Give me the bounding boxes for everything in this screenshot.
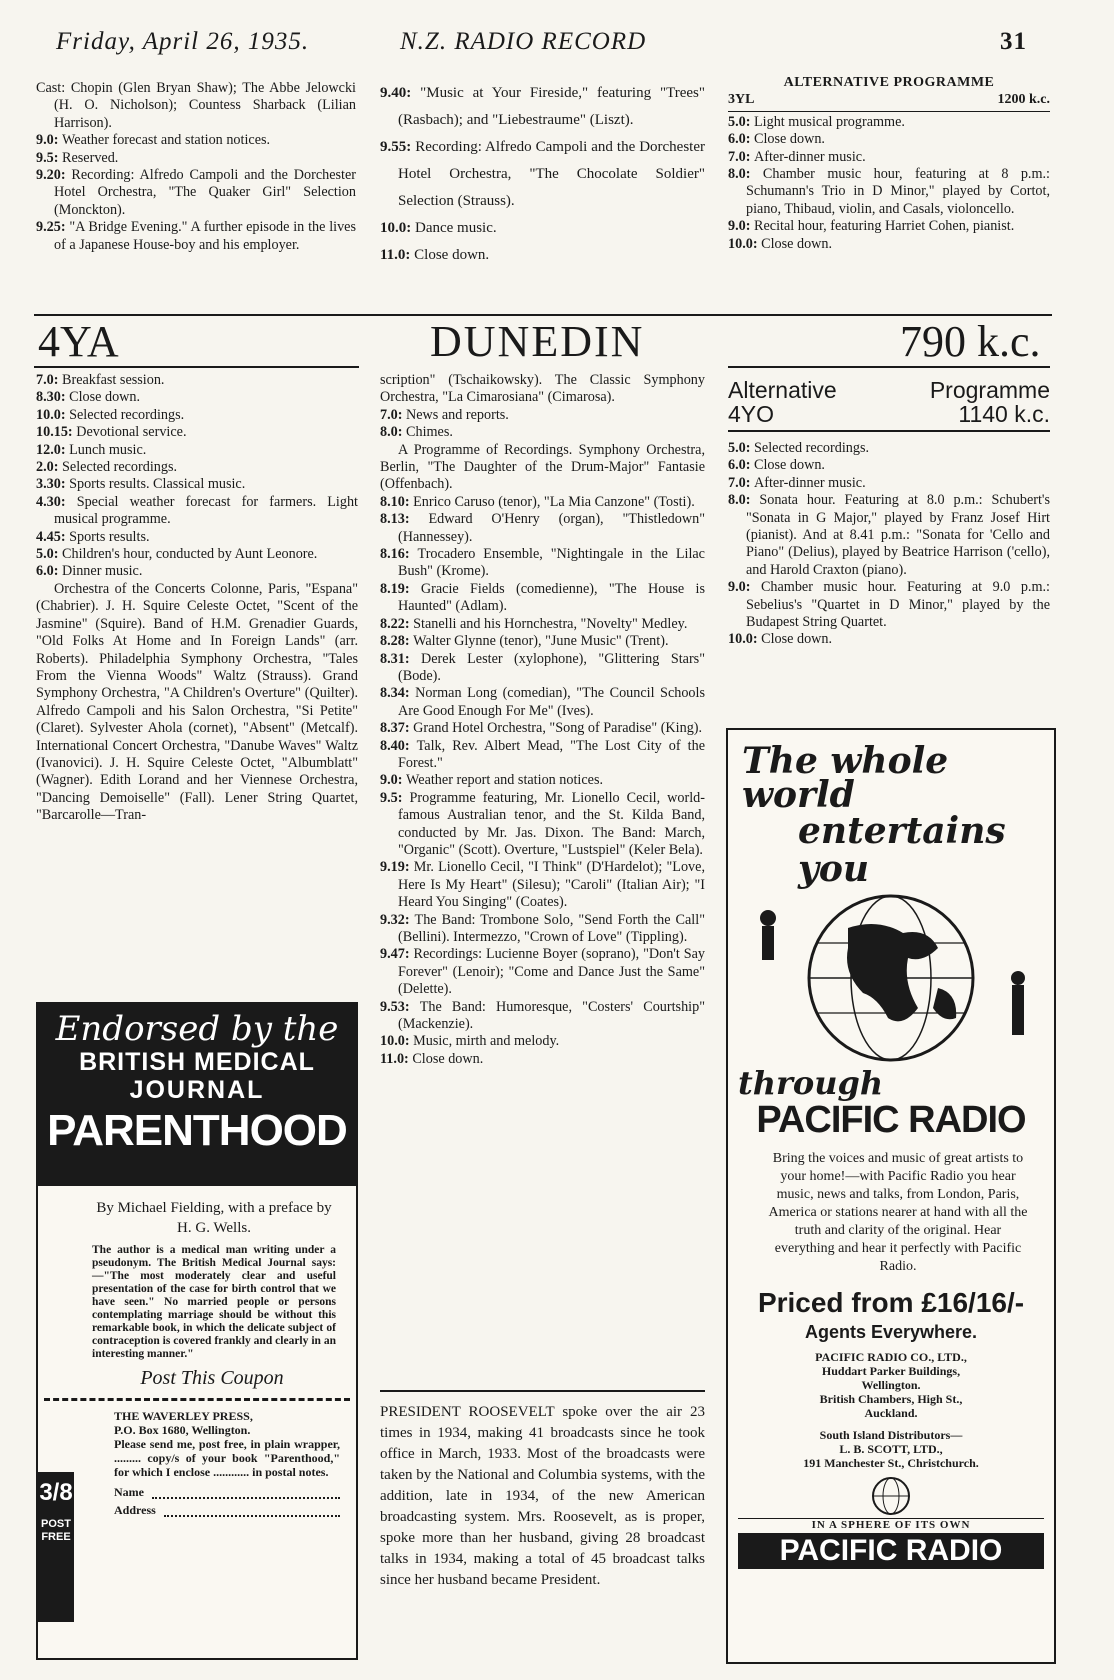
alt-3yl-programme-text: Chamber music hour, featuring at 8 p.m.: Schumann's Trio in D Minor," played by Cortot, piano, Thibaud, violin, and Casals, violoncello.: [746, 166, 1050, 217]
station-city: DUNEDIN: [430, 317, 645, 366]
col1-programme-item: [36, 442, 358, 459]
col2-programme-item: [380, 407, 705, 424]
col2-programme-item: [380, 424, 705, 441]
magazine-title: N.Z. RADIO RECORD: [400, 28, 647, 55]
ad-distributors-label: South Island Distributors—: [819, 1428, 963, 1442]
col2b-programme-text: The Band: Trombone Solo, "Send Forth the Call" (Bellini). Intermezzo, "Crown of Love" (Tippling).: [398, 911, 705, 945]
col2b-programme-item: [380, 546, 705, 581]
alt-4yo-programme-text: Sonata hour. Featuring at 8.0 p.m.: Schubert's "Sonata in G Major," played by Franz Josef Hirt (pianist). And at 8.41 p.m.: "Sonata for 'Cello and Piano" (Delius), played by Beatrice Harrison ('cello), and Harold Craxton (piano).: [746, 492, 1050, 578]
ad-price: Priced from £16/16/-: [757, 1287, 1025, 1318]
ad-pacific-body: Bring the voices and music of great artists to your home!—with Pacific Radio you hear music, news and talks, from London, Paris, America or stations nearer at hand with all the truth and clarity of the original. Hear everything and hear it perfectly with Pacific Radio.: [768, 1151, 1028, 1274]
col2b-programme-text: Recordings: Lucienne Boyer (soprano), "Don't Say Forever" (Lenoir); "Come and Dance Just the Same" (Delette).: [398, 946, 705, 998]
col2b-programme-text: Edward O'Henry (organ), "Thistledown" (Hannessey).: [398, 511, 705, 545]
recordings-intro: A Programme of Recordings. Symphony Orchestra, Berlin, "The Daughter of the Drum-Major" Fantasie (Offenbach).: [380, 441, 705, 493]
alt-3yl-programme-text: Close down.: [754, 131, 825, 148]
col2b-programme-time: 9.5:: [380, 789, 410, 806]
alt-4yo-programme-time: 5.0:: [728, 440, 755, 456]
coupon-address: P.O. Box 1680, Wellington.: [114, 1423, 251, 1437]
col2b-programme-item: [380, 633, 705, 650]
coupon-name-field[interactable]: [152, 1485, 340, 1499]
col1-programme-time: 4.30:: [36, 493, 77, 510]
top-mid-programme-text: Close down.: [414, 247, 490, 263]
col2b-programme-time: 9.19:: [380, 859, 414, 876]
col1-programme-time: 6.0:: [36, 563, 63, 580]
col2b-programme-time: 8.10:: [380, 493, 414, 510]
col1-programme-time: 10.15:: [36, 424, 77, 441]
issue-date: Friday, April 26, 1935.: [56, 28, 310, 55]
top-mid-programme-item: [380, 215, 705, 242]
col1-programme-text: Selected recordings.: [69, 406, 185, 423]
alt-3yl-programme-time: 7.0:: [728, 148, 755, 165]
ad-slogan-line-1: The whole world: [742, 740, 949, 816]
ad-book-title: PARENTHOOD: [47, 1106, 347, 1155]
col2b-programme-time: 9.47:: [380, 946, 414, 963]
col1-programme-item: [36, 476, 358, 493]
col2b-programme-text: Grand Hotel Orchestra, "Song of Paradise" (King).: [413, 720, 703, 737]
top-left-programme-time: 9.0:: [36, 132, 63, 149]
ad-through-script: through: [738, 1064, 884, 1102]
top-left-programme-text: Recording: Alfredo Campoli and the Dorchester Hotel Orchestra, "The Quaker Girl" Selection (Monckton).: [54, 167, 356, 218]
col2b-programme-item: [380, 651, 705, 686]
alt-3yl-programme-time: 5.0:: [728, 113, 755, 130]
dinner-music-list: Orchestra of the Concerts Colonne, Paris, "Espana" (Chabrier). J. H. Squire Celeste Octet, "Scent of the Jasmine" (Squire). Band of H.M. Grenadier Guards, "Old Folks At Home and In Foreign Lands" (arr. Roberts). Philadelphia Symphony Orchestra, "Tales From the Vienna Woods" Waltz (Strauss). Grand Symphony Orchestra, "A Children's Overture" (Quilter). Alfredo Campoli and his Salon Orchestra, "Si Petite" (Claret). Sylvester Ahola (cornet), "Absent" (Metcalf). International Concert Orchestra, "Danube Waves" Waltz (Ivanovici). J. H. Squire Celeste Octet, "Albumblatt" (Wagner). Edith Lorand and her Viennese Orchestra, "Dancing Demoiselle" (Fall). Lener String Quartet, "Barcarolle—Tran-: [36, 580, 358, 824]
col2b-programme-item: [380, 772, 705, 789]
alt-3yl-programme-item: [728, 218, 1050, 235]
col1-programme-text: Selected recordings.: [62, 459, 178, 476]
col1-programme-item: [36, 389, 358, 406]
pacific-radio-advertisement: [726, 728, 1056, 1664]
alt-3yl-programme-time: 6.0:: [728, 131, 755, 148]
alt-3yl-programme-time: 9.0:: [728, 218, 755, 235]
roosevelt-rule: [380, 1390, 705, 1392]
alt-4yo-programme-item: [728, 440, 1050, 457]
coupon-request: Please send me, post free, in plain wrapper, ......... copy/s of your book "Parenthood," for which I enclose ............ in postal notes.: [114, 1437, 340, 1479]
col1-programme-time: 12.0:: [36, 441, 70, 458]
alt-4yo-title-left: Alternative: [728, 377, 837, 403]
top-mid-programme-text: Dance music.: [415, 220, 497, 236]
col2b-programme-item: [380, 790, 705, 860]
alt-3yl-programme-text: Close down.: [761, 235, 833, 252]
alt-4yo-programme-item: [728, 492, 1050, 579]
col1-programme-item: [36, 459, 358, 476]
col2b-programme-text: Programme featuring, Mr. Lionello Cecil, world-famous Australian tenor, and the St. Kilda Band, conducted by Mr. Jas. Dixon. The Band: March, "Organic" (Scott). Overture, "Lustspiel" (Keler Bela).: [398, 789, 705, 858]
col2-programme-time: 7.0:: [380, 406, 407, 423]
section-rule: [34, 314, 1052, 316]
top-left-programme-time: 9.5:: [36, 149, 63, 166]
col2b-programme-text: Mr. Lionello Cecil, "I Think" (D'Hardelot); "Love, Here Is My Heart" (Silesu); "Caroli" (Italian Air); "I Heard You Singing" (Coates).: [398, 859, 705, 911]
alt-3yl-programme-time: 8.0:: [728, 166, 763, 183]
col2b-programme-text: Norman Long (comedian), "The Council Schools Are Good Enough For Me" (Ives).: [398, 685, 705, 719]
col2b-programme-text: Trocadero Ensemble, "Nightingale in the Lilac Bush" (Krome).: [398, 546, 705, 580]
ad-body: The author is a medical man writing under a pseudonym. The British Medical Journal says:—"The most moderately clear and useful presentation of the case for birth control that we have seen." No married people or persons contemplating marriage should be without this remarkable book, in which the delicate subject of contraception is covered frankly and clearly in an interesting manner.": [92, 1244, 336, 1360]
coupon-address-field[interactable]: [164, 1503, 340, 1517]
col2b-programme-time: 8.31:: [380, 650, 422, 667]
col1-programme-time: 7.0:: [36, 372, 63, 388]
ad-distributor-name: L. B. SCOTT, LTD.,: [839, 1442, 943, 1456]
alt-4yo-programme-text: Close down.: [761, 631, 833, 648]
col1-programme-text: Close down.: [69, 389, 141, 406]
top-mid-programme-time: 11.0:: [380, 247, 415, 263]
col2b-programme-time: 8.19:: [380, 580, 421, 597]
ad-endorsed-script: Endorsed by the: [55, 1009, 339, 1049]
col2b-programme-time: 8.28:: [380, 633, 414, 650]
top-mid-programme-text: "Music at Your Fireside," featuring "Trees" (Rasbach); and "Liebestraume" (Liszt).: [398, 85, 705, 128]
col1-programme-time: 3.30:: [36, 476, 70, 493]
ad-company-city: Wellington.: [861, 1378, 921, 1392]
coupon-press-name: THE WAVERLEY PRESS,: [114, 1409, 253, 1423]
top-mid-programme-item: [380, 242, 705, 269]
alt-3yl-programme-item: [728, 149, 1050, 166]
book-price: 3/8: [39, 1479, 73, 1506]
top-mid-programme-time: 9.55:: [380, 139, 416, 155]
col1-programme-item: [36, 563, 358, 580]
top-left-programme-item: [36, 150, 356, 167]
ad-bottom-logo: PACIFIC RADIO: [738, 1533, 1044, 1569]
col2b-programme-text: Music, mirth and melody.: [413, 1033, 560, 1050]
col2b-programme-text: Walter Glynne (tenor), "June Music" (Trent).: [413, 633, 669, 650]
top-mid-programme: [380, 80, 705, 269]
top-mid-programme-text: Recording: Alfredo Campoli and the Dorchester Hotel Orchestra, "The Chocolate Soldier" Selection (Strauss).: [398, 139, 705, 209]
post-free-label: POST FREE: [41, 1518, 71, 1543]
col1-programme-item: [36, 372, 358, 389]
col2b-programme-item: [380, 581, 705, 616]
top-mid-programme-time: 9.40:: [380, 85, 421, 101]
ad-distributor-address: 191 Manchester St., Christchurch.: [803, 1456, 979, 1470]
alt-4yo-programme-text: Close down.: [754, 457, 825, 474]
col1-programme-time: 10.0:: [36, 406, 70, 423]
col2b-programme-text: The Band: Humoresque, "Costers' Courtship" (Mackenzie).: [398, 998, 705, 1033]
alt-programme-3yl: [728, 74, 1050, 253]
col2b-programme-time: 10.0:: [380, 1033, 414, 1050]
col2b-programme-text: Talk, Rev. Albert Mead, "The Lost City of the Forest.": [398, 737, 705, 771]
alt-4yo-programme-item: [728, 457, 1050, 474]
col2b-programme-item: [380, 685, 705, 720]
col2b-programme-item: [380, 946, 705, 998]
parenthood-advertisement: [36, 1002, 358, 1660]
col2b-programme-time: 9.32:: [380, 911, 415, 928]
ad-brand-title: PACIFIC RADIO: [756, 1099, 1026, 1141]
col1-programme-text: Sports results. Classical music.: [69, 476, 246, 493]
small-globe-icon: [728, 1476, 1054, 1516]
alt-3yl-programme-text: Light musical programme.: [754, 113, 905, 130]
globe-illustration: [728, 888, 1054, 1068]
banner-underline-left: [34, 366, 359, 368]
col2-programme-text: Chimes.: [406, 424, 453, 441]
price-tab: [38, 1472, 74, 1622]
ad-auckland-city: Auckland.: [864, 1406, 918, 1420]
alt-4yo-programme-text: Selected recordings.: [754, 440, 870, 456]
col1-programme-item: [36, 494, 358, 529]
col2b-programme-item: [380, 494, 705, 511]
col2b-programme-item: [380, 1033, 705, 1050]
alt-3yl-heading: ALTERNATIVE PROGRAMME: [783, 75, 995, 90]
alt-4yo-programme-text: Chamber music hour. Featuring at 9.0 p.m.: Sebelius's "Quartet in D Minor," played by the Budapest String Quartet.: [746, 579, 1050, 631]
coupon-form: [38, 1401, 356, 1517]
alt-4yo-programme-time: 8.0:: [728, 492, 760, 509]
alt-4yo-programme-time: 10.0:: [728, 631, 762, 648]
top-left-programme-text: "A Bridge Evening." A further episode in the lives of a Japanese House-boy and his employer.: [54, 219, 356, 253]
top-left-programme-time: 9.20:: [36, 167, 72, 184]
col2b-programme-text: Enrico Caruso (tenor), "La Mia Canzone" (Tosti).: [413, 493, 695, 510]
col1-programme-item: [36, 424, 358, 441]
ad-auckland-office: British Chambers, High St.,: [819, 1392, 963, 1406]
col2b-programme-item: [380, 720, 705, 737]
alt-4yo-programme-time: 6.0:: [728, 457, 755, 474]
alt-3yl-station: 3YL: [728, 92, 755, 108]
col2b-programme-time: 8.16:: [380, 546, 418, 563]
alt-3yl-freq: 1200 k.c.: [997, 92, 1050, 108]
coupon-name-label: Name: [114, 1485, 144, 1499]
col2b-programme-time: 8.34:: [380, 685, 416, 702]
col2b-programme-text: Gracie Fields (comedienne), "The House is Haunted" (Adlam).: [398, 580, 706, 615]
col2b-programme-time: 8.37:: [380, 720, 414, 737]
col2b-programme-item: [380, 999, 705, 1034]
alt-programme-4yo: [728, 378, 1050, 649]
banner-underline-right: [728, 366, 1050, 368]
alt-4yo-programme-item: [728, 579, 1050, 631]
alt-4yo-freq: 1140 k.c.: [958, 401, 1050, 427]
col2b-programme-time: 8.22:: [380, 615, 414, 632]
page-number: 31: [1000, 28, 1027, 55]
col1-programme-time: 8.30:: [36, 389, 70, 406]
col1-programme-text: Children's hour, conducted by Aunt Leonore.: [62, 546, 318, 563]
station-frequency: 790 k.c.: [900, 317, 1041, 366]
top-left-programme: [36, 80, 356, 254]
col1-programme-time: 4.45:: [36, 528, 70, 545]
col2-programme-time: 8.0:: [380, 424, 407, 441]
top-left-programme-text: Weather forecast and station notices.: [62, 132, 271, 149]
col1-programme-item: [36, 546, 358, 563]
top-left-programme-text: Cast: Chopin (Glen Bryan Shaw); The Abbe Jelowcki (H. O. Nicholson); Countess Sharback (Lilian Harrison).: [36, 80, 356, 131]
top-left-programme-item: [36, 132, 356, 149]
col2b-programme-time: 8.13:: [380, 511, 429, 528]
coupon-heading: Post This Coupon: [140, 1367, 284, 1389]
alt-4yo-programme-item: [728, 475, 1050, 492]
col2b-programme-text: Weather report and station notices.: [406, 772, 604, 789]
col2-programme-text: News and reports.: [406, 406, 509, 423]
alt-4yo-programme-item: [728, 631, 1050, 648]
alt-3yl-programme-text: Recital hour, featuring Harriet Cohen, pianist.: [754, 218, 1015, 235]
alt-4yo-title-right: Programme: [929, 377, 1050, 403]
column-2-continuation: scription" (Tschaikowsky). The Classic Symphony Orchestra, "La Cimarosiana" (Cimarosa).: [380, 372, 705, 406]
top-left-programme-time: 9.25:: [36, 219, 70, 236]
ad-company-building: Huddart Parker Buildings,: [821, 1364, 961, 1378]
top-left-programme-item: [36, 80, 356, 132]
ad-sphere-tagline: IN A SPHERE OF ITS OWN: [738, 1518, 1044, 1531]
col2b-programme-time: 8.40:: [380, 737, 417, 754]
alt-3yl-programme-item: [728, 236, 1050, 253]
roosevelt-article: PRESIDENT ROOSEVELT spoke over the air 23 times in 1934, making 41 broadcasts since he took office in March, 1933. Most of the broadcasts were taken by the National and Columbia systems, with the addition, late in 1934, of the new American broadcasting system. Mrs. Roosevelt, as is proper, spoke more than her husband, giving 28 broadcast talks in 1934, making a total of 45 broadcast talks since her husband became President.: [380, 1404, 705, 1588]
col1-programme-time: 5.0:: [36, 546, 63, 563]
col1-programme-item: [36, 529, 358, 546]
col2b-programme-time: 11.0:: [380, 1050, 413, 1067]
col2b-programme-time: 9.53:: [380, 998, 420, 1015]
alt-4yo-programme-text: After-dinner music.: [754, 474, 866, 491]
ad-journal-line-2: JOURNAL: [129, 1076, 265, 1104]
col2b-programme-item: [380, 511, 705, 546]
ad-slogan-line-2: entertains you: [798, 810, 1006, 890]
col2b-programme-text: Close down.: [412, 1050, 484, 1067]
column-1-programme: [36, 372, 358, 825]
ad-company-name: PACIFIC RADIO CO., LTD.,: [815, 1350, 967, 1364]
alt-4yo-programme-time: 9.0:: [728, 579, 761, 596]
col1-programme-text: Breakfast session.: [62, 372, 165, 388]
col1-programme-time: 2.0:: [36, 459, 63, 476]
col2b-programme-text: Derek Lester (xylophone), "Glittering Stars" (Bode).: [398, 650, 705, 684]
alt-3yl-programme-item: [728, 166, 1050, 218]
alt-4yo-station: 4YO: [728, 401, 775, 427]
alt-3yl-programme-time: 10.0:: [728, 235, 762, 252]
column-2-programme: [380, 372, 705, 1068]
col2b-programme-text: Stanelli and his Hornchestra, "Novelty" Medley.: [413, 615, 688, 632]
col2b-programme-item: [380, 616, 705, 633]
coupon-address-label: Address: [114, 1503, 156, 1517]
col1-programme-text: Devotional service.: [76, 424, 187, 441]
col2b-programme-item: [380, 738, 705, 773]
alt-3yl-programme-item: [728, 114, 1050, 131]
ad-agents: Agents Everywhere.: [804, 1322, 978, 1342]
top-mid-programme-time: 10.0:: [380, 220, 415, 236]
alt-4yo-programme-time: 7.0:: [728, 474, 755, 491]
ad-byline: By Michael Fielding, with a preface by H. G. Wells.: [96, 1200, 332, 1236]
col1-programme-text: Dinner music.: [62, 563, 143, 580]
top-mid-programme-item: [380, 134, 705, 215]
col2b-programme-item: [380, 912, 705, 947]
col1-programme-text: Sports results.: [69, 528, 150, 545]
station-call-sign: 4YA: [38, 317, 119, 366]
top-left-programme-item: [36, 219, 356, 254]
col1-programme-text: Special weather forecast for farmers. Light musical programme.: [54, 493, 358, 528]
col2b-programme-time: 9.0:: [380, 772, 407, 789]
alt-3yl-programme-item: [728, 131, 1050, 148]
col2b-programme-item: [380, 859, 705, 911]
col1-programme-text: Lunch music.: [69, 441, 147, 458]
col1-programme-item: [36, 407, 358, 424]
top-left-programme-text: Reserved.: [62, 149, 119, 166]
ad-journal-line-1: BRITISH MEDICAL: [79, 1048, 315, 1076]
top-left-programme-item: [36, 167, 356, 219]
alt-3yl-programme-text: After-dinner music.: [754, 148, 866, 165]
col2b-programme-item: [380, 1051, 705, 1068]
top-mid-programme-item: [380, 80, 705, 134]
